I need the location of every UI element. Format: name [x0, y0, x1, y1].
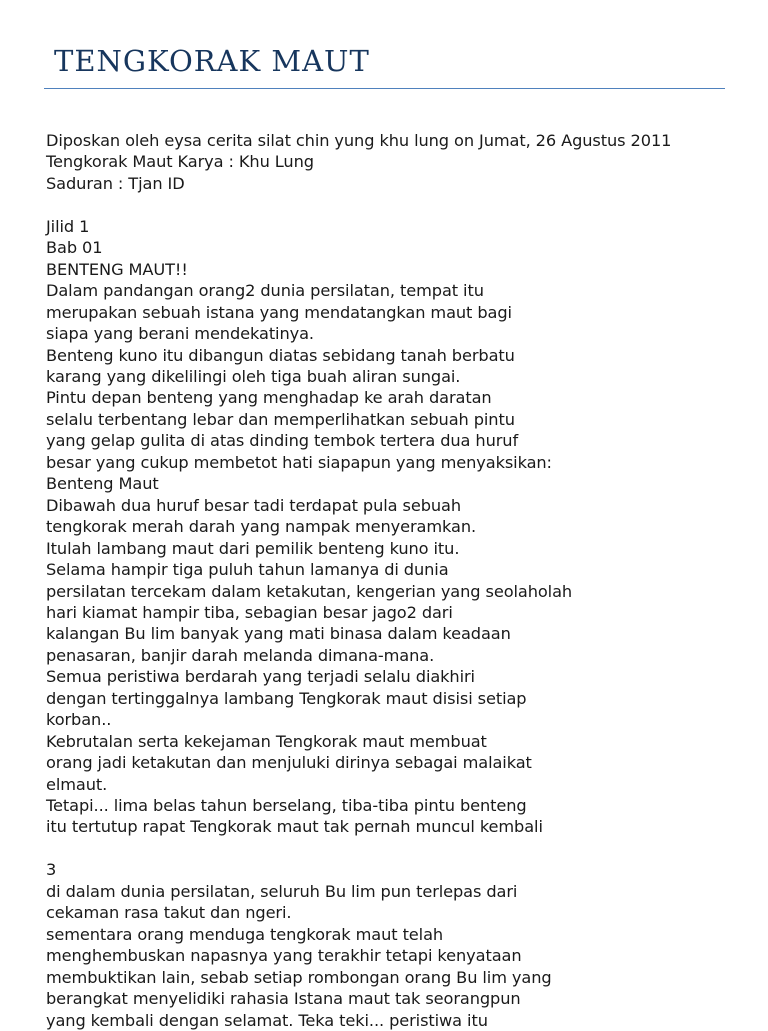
body-line: menghembuskan napasnya yang terakhir tetapi kenyataan — [46, 946, 522, 966]
body-line: korban.. — [46, 710, 112, 730]
body-line: cekaman rasa takut dan ngeri. — [46, 903, 292, 923]
body-line: Jilid 1 — [46, 216, 90, 236]
body-line: yang gelap gulita di atas dinding tembok tertera dua huruf — [46, 431, 519, 451]
body-line: merupakan sebuah istana yang mendatangkan maut bagi — [46, 302, 512, 322]
body-line: Itulah lambang maut dari pemilik benteng kuno itu. — [46, 538, 460, 558]
body-line: Dalam pandangan orang2 dunia persilatan, tempat itu — [46, 281, 484, 301]
body-line: selalu terbentang lebar dan memperlihatkan sebuah pintu — [46, 409, 515, 429]
body-line: Tetapi... lima belas tahun berselang, tiba-tiba pintu benteng — [46, 796, 527, 816]
title-divider — [44, 88, 725, 89]
body-line: di dalam dunia persilatan, seluruh Bu lim pun terlepas dari — [46, 881, 518, 901]
body-line: orang jadi ketakutan dan menjuluki dirinya sebagai malaikat — [46, 753, 532, 773]
document-title: TENGKORAK MAUT — [54, 44, 370, 78]
body-line: Pintu depan benteng yang menghadap ke arah daratan — [46, 388, 492, 408]
body-line: besar yang cukup membetot hati siapapun yang menyaksikan: — [46, 452, 552, 472]
body-line: kalangan Bu lim banyak yang mati binasa dalam keadaan — [46, 624, 511, 644]
body-line: elmaut. — [46, 774, 108, 794]
body-line: Semua peristiwa berdarah yang terjadi selalu diakhiri — [46, 667, 475, 687]
body-line: membuktikan lain, sebab setiap rombongan orang Bu lim yang — [46, 967, 552, 987]
body-line: Bab 01 — [46, 238, 103, 258]
body-line: Benteng kuno itu dibangun diatas sebidang tanah berbatu — [46, 345, 515, 365]
body-line: karang yang dikelilingi oleh tiga buah aliran sungai. — [46, 366, 461, 386]
body-line: dengan tertinggalnya lambang Tengkorak maut disisi setiap — [46, 688, 527, 708]
body-line: penasaran, banjir darah melanda dimana-mana. — [46, 645, 435, 665]
body-line: siapa yang berani mendekatinya. — [46, 324, 314, 344]
body-line: Kebrutalan serta kekejaman Tengkorak maut membuat — [46, 731, 487, 751]
body-line: Tengkorak Maut Karya : Khu Lung — [46, 152, 314, 172]
body-line: Benteng Maut — [46, 474, 159, 494]
body-line: tengkorak merah darah yang nampak menyeramkan. — [46, 517, 477, 537]
body-line — [46, 838, 746, 859]
body-line: berangkat menyelidiki rahasia Istana maut tak seorangpun — [46, 989, 521, 1009]
body-line: hari kiamat hampir tiba, sebagian besar jago2 dari — [46, 602, 453, 622]
body-line: Dibawah dua huruf besar tadi terdapat pula sebuah — [46, 495, 462, 515]
body-line: Diposkan oleh eysa cerita silat chin yung khu lung on Jumat, 26 Agustus 2011 — [46, 131, 672, 150]
body-line: persilatan tercekam dalam ketakutan, kengerian yang seolaholah — [46, 581, 573, 601]
body-line: 3 — [46, 860, 57, 880]
body-line: BENTENG MAUT!! — [46, 259, 188, 279]
body-line: Saduran : Tjan ID — [46, 173, 185, 193]
document-body — [46, 130, 746, 1031]
body-line: sementara orang menduga tengkorak maut telah — [46, 924, 444, 944]
body-line: itu tertutup rapat Tengkorak maut tak pernah muncul kembali — [46, 817, 543, 837]
body-line: yang kembali dengan selamat. Teka teki... peristiwa itu — [46, 1010, 488, 1030]
body-line — [46, 194, 746, 215]
body-line: Selama hampir tiga puluh tahun lamanya di dunia — [46, 560, 449, 580]
